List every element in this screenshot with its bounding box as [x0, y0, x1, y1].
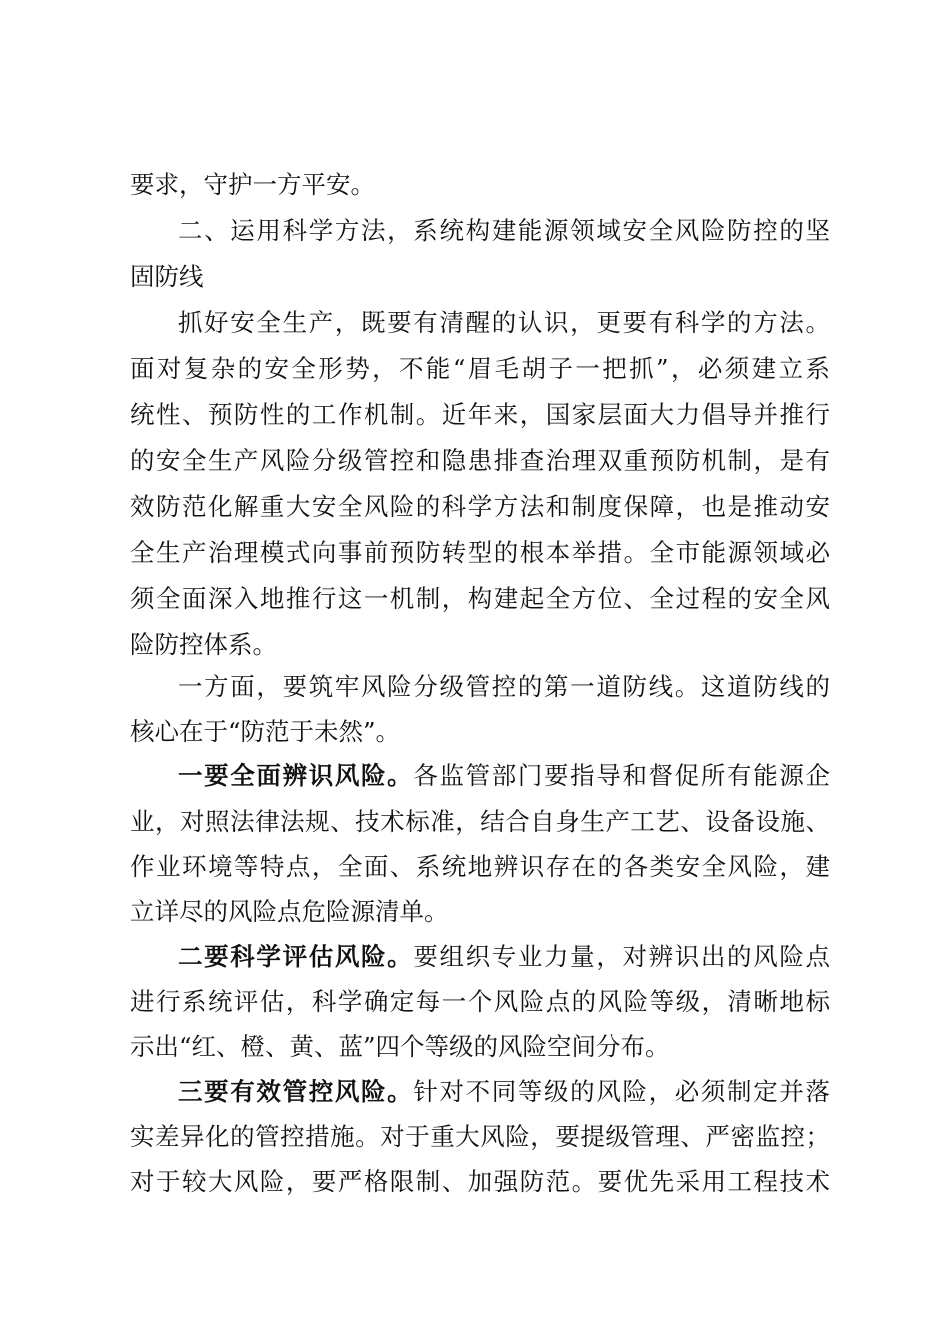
- paragraph-line: 示出“红、橙、黄、蓝”四个等级的风险空间分布。: [130, 1032, 670, 1061]
- paragraph-line: 须全面深入地推行这一机制，构建起全方位、全过程的安全风: [130, 584, 830, 613]
- paragraph-line: [178, 934, 830, 980]
- paragraph-line: 面对复杂的安全形势，不能“眉毛胡子一把抓”，必须建立系: [130, 354, 830, 383]
- paragraph-line: 对于较大风险，要严格限制、加强防范。要优先采用工程技术: [130, 1167, 830, 1196]
- paragraph-text: 针对不同等级的风险，必须制定并落: [413, 1077, 830, 1106]
- paragraph-line: 统性、预防性的工作机制。近年来，国家层面大力倡导并推行: [130, 400, 830, 429]
- paragraph-line: 险防控体系。: [130, 630, 277, 659]
- paragraph-line: 全生产治理模式向事前预防转型的根本举措。全市能源领域必: [130, 538, 830, 567]
- paragraph-line: 效防范化解重大安全风险的科学方法和制度保障，也是推动安: [130, 492, 830, 521]
- bold-heading: 三要有效管控风险。: [178, 1077, 414, 1106]
- paragraph-line: 核心在于“防范于未然”。: [130, 717, 401, 746]
- paragraph-line: 抓好安全生产，既要有清醒的认识，更要有科学的方法。: [178, 308, 830, 337]
- paragraph-line: 业，对照法律法规、技术标准，结合自身生产工艺、设备设施、: [130, 807, 830, 836]
- paragraph-line: 一方面，要筑牢风险分级管控的第一道防线。这道防线的: [178, 672, 830, 701]
- paragraph-line: [178, 753, 830, 799]
- paragraph-line: 作业环境等特点，全面、系统地辨识存在的各类安全风险，建: [130, 852, 830, 881]
- paragraph-text: 各监管部门要指导和督促所有能源企: [413, 761, 830, 790]
- section-heading-line: 二、运用科学方法，系统构建能源领域安全风险防控的坚: [178, 216, 830, 245]
- paragraph-line: 实差异化的管控措施。对于重大风险，要提级管理、严密监控；: [130, 1122, 830, 1151]
- paragraph-line: 进行系统评估，科学确定每一个风险点的风险等级，清晰地标: [130, 987, 830, 1016]
- paragraph-line: 要求，守护一方平安。: [130, 170, 375, 199]
- bold-heading: 一要全面辨识风险。: [178, 761, 414, 790]
- bold-heading: 二要科学评估风险。: [178, 942, 414, 971]
- paragraph-line: 立详尽的风险点危险源清单。: [130, 897, 449, 926]
- section-heading-line: 固防线: [130, 262, 204, 291]
- paragraph-line: 的安全生产风险分级管控和隐患排查治理双重预防机制，是有: [130, 446, 830, 475]
- paragraph-text: 要组织专业力量，对辨识出的风险点: [413, 942, 830, 971]
- paragraph-line: [178, 1069, 830, 1115]
